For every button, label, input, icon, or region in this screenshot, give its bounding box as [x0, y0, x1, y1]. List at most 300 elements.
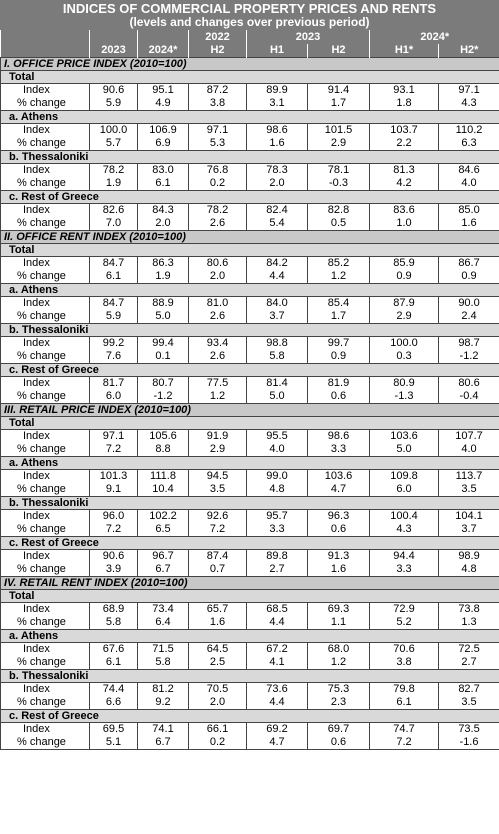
table-cell: 4.4: [247, 696, 308, 710]
table-cell: 84.3: [138, 204, 189, 218]
change-row: [1, 177, 499, 191]
row-label: % change: [1, 97, 90, 111]
table-cell: 4.9: [138, 97, 189, 111]
subgroup-header-row: [1, 417, 499, 430]
table-cell: 103.7: [370, 124, 439, 138]
table-cell: 102.2: [138, 510, 189, 524]
table-cell: 98.9: [439, 550, 499, 564]
table-cell: 2.7: [439, 656, 499, 670]
table-cell: 94.4: [370, 550, 439, 564]
table-cell: 1.2: [308, 270, 370, 284]
change-row: [1, 656, 499, 670]
table-cell: -0.4: [439, 390, 499, 404]
table-cell: 5.9: [90, 310, 138, 324]
subgroup-title: b. Thessaloniki: [1, 670, 499, 683]
subgroup-header-row: [1, 244, 499, 257]
table-cell: 4.0: [439, 443, 499, 457]
index-row: [1, 643, 499, 657]
table-cell: 0.3: [370, 350, 439, 364]
table-cell: 94.5: [189, 470, 247, 484]
table-cell: 6.1: [90, 656, 138, 670]
table-cell: 84.2: [247, 257, 308, 271]
table-cell: 113.7: [439, 470, 499, 484]
table-cell: 90.6: [90, 550, 138, 564]
table-cell: 5.0: [247, 390, 308, 404]
table-cell: 85.4: [308, 297, 370, 311]
index-row: [1, 377, 499, 391]
table-cell: 81.3: [370, 164, 439, 178]
table-cell: 5.0: [370, 443, 439, 457]
table-cell: 6.1: [90, 270, 138, 284]
subgroup-header-row: [1, 457, 499, 470]
table-cell: 1.6: [189, 616, 247, 630]
table-cell: 80.6: [189, 257, 247, 271]
index-row: [1, 164, 499, 178]
table-cell: 5.3: [189, 137, 247, 151]
table-cell: 2.0: [189, 270, 247, 284]
table-cell: 3.7: [247, 310, 308, 324]
table-cell: 95.5: [247, 430, 308, 444]
table-cell: 4.8: [439, 563, 499, 577]
table-cell: 1.9: [138, 270, 189, 284]
table-cell: 105.6: [138, 430, 189, 444]
table-cell: 1.2: [308, 656, 370, 670]
row-label: Index: [1, 124, 90, 138]
index-row: [1, 430, 499, 444]
table-cell: 6.4: [138, 616, 189, 630]
table-cell: 8.8: [138, 443, 189, 457]
index-row: [1, 124, 499, 138]
index-row: [1, 337, 499, 351]
table-cell: 84.6: [439, 164, 499, 178]
table-cell: 68.5: [247, 603, 308, 617]
header-group-annual-1: [90, 30, 138, 44]
table-cell: 84.7: [90, 257, 138, 271]
row-label: % change: [1, 217, 90, 231]
table-cell: 95.7: [247, 510, 308, 524]
header-group-2024: 2024*: [370, 30, 499, 44]
table-cell: 6.3: [439, 137, 499, 151]
table-cell: 2.4: [439, 310, 499, 324]
table-cell: 0.9: [439, 270, 499, 284]
table-cell: 10.4: [138, 483, 189, 497]
table-cell: 80.6: [439, 377, 499, 391]
table-cell: 91.9: [189, 430, 247, 444]
subgroup-title: c. Rest of Greece: [1, 710, 499, 723]
table-cell: 64.5: [189, 643, 247, 657]
table-cell: 3.8: [370, 656, 439, 670]
subgroup-header-row: [1, 284, 499, 297]
table-cell: 84.0: [247, 297, 308, 311]
subgroup-title: c. Rest of Greece: [1, 537, 499, 550]
table-cell: 6.1: [138, 177, 189, 191]
table-cell: 74.1: [138, 723, 189, 737]
table-cell: 96.3: [308, 510, 370, 524]
subgroup-header-row: [1, 191, 499, 204]
subgroup-header-row: [1, 324, 499, 337]
row-label: % change: [1, 443, 90, 457]
table-cell: 2.3: [308, 696, 370, 710]
row-label: Index: [1, 550, 90, 564]
table-cell: 88.9: [138, 297, 189, 311]
table-cell: 0.2: [189, 177, 247, 191]
table-cell: 81.4: [247, 377, 308, 391]
subgroup-title: a. Athens: [1, 630, 499, 643]
table-cell: 87.9: [370, 297, 439, 311]
table-cell: 3.1: [247, 97, 308, 111]
table-cell: 3.5: [439, 696, 499, 710]
table-cell: 97.1: [189, 124, 247, 138]
table-cell: 81.2: [138, 683, 189, 697]
index-row: [1, 683, 499, 697]
table-cell: 98.7: [439, 337, 499, 351]
table-cell: 4.0: [439, 177, 499, 191]
table-cell: 99.0: [247, 470, 308, 484]
table-cell: 0.2: [189, 736, 247, 750]
table-cell: 85.2: [308, 257, 370, 271]
change-row: [1, 443, 499, 457]
row-label: Index: [1, 377, 90, 391]
table-cell: 101.3: [90, 470, 138, 484]
table-cell: 70.6: [370, 643, 439, 657]
table-cell: 75.3: [308, 683, 370, 697]
index-row: [1, 297, 499, 311]
table-cell: 73.8: [439, 603, 499, 617]
table-cell: 109.8: [370, 470, 439, 484]
table-cell: 70.5: [189, 683, 247, 697]
table-cell: 1.9: [90, 177, 138, 191]
table-cell: 90.6: [90, 84, 138, 98]
table-cell: 93.4: [189, 337, 247, 351]
row-label: % change: [1, 350, 90, 364]
row-label: Index: [1, 337, 90, 351]
table-cell: -0.3: [308, 177, 370, 191]
change-row: [1, 523, 499, 537]
table-cell: 100.0: [370, 337, 439, 351]
change-row: [1, 616, 499, 630]
row-label: % change: [1, 616, 90, 630]
row-label: % change: [1, 523, 90, 537]
table-cell: 7.2: [90, 523, 138, 537]
table-cell: 89.8: [247, 550, 308, 564]
table-cell: 100.4: [370, 510, 439, 524]
section-title: II. OFFICE RENT INDEX (2010=100): [1, 231, 499, 244]
table-cell: 5.1: [90, 736, 138, 750]
table-cell: 95.1: [138, 84, 189, 98]
index-row: [1, 204, 499, 218]
table-cell: 4.4: [247, 270, 308, 284]
table-cell: 69.7: [308, 723, 370, 737]
table-cell: 2.5: [189, 656, 247, 670]
table-cell: 100.0: [90, 124, 138, 138]
table-cell: 82.8: [308, 204, 370, 218]
section-title: I. OFFICE PRICE INDEX (2010=100): [1, 58, 499, 71]
table-cell: 6.5: [138, 523, 189, 537]
column-header: 2024*: [138, 44, 189, 58]
table-cell: 1.2: [189, 390, 247, 404]
subgroup-title: b. Thessaloniki: [1, 151, 499, 164]
table-cell: 99.7: [308, 337, 370, 351]
table-cell: 73.4: [138, 603, 189, 617]
table-cell: 83.6: [370, 204, 439, 218]
table-cell: 2.6: [189, 350, 247, 364]
table-cell: 7.2: [189, 523, 247, 537]
table-cell: -1.2: [138, 390, 189, 404]
table-cell: 96.0: [90, 510, 138, 524]
index-row: [1, 510, 499, 524]
table-cell: 74.4: [90, 683, 138, 697]
table-cell: 5.0: [138, 310, 189, 324]
table-cell: 5.2: [370, 616, 439, 630]
table-cell: 3.3: [247, 523, 308, 537]
table-cell: 78.2: [189, 204, 247, 218]
table-cell: 9.2: [138, 696, 189, 710]
change-row: [1, 736, 499, 750]
table-cell: 84.7: [90, 297, 138, 311]
table-cell: 81.9: [308, 377, 370, 391]
page-subtitle: (levels and changes over previous period): [129, 15, 370, 29]
table-cell: 7.2: [370, 736, 439, 750]
table-cell: 97.1: [439, 84, 499, 98]
table-cell: 66.1: [189, 723, 247, 737]
table-cell: 107.7: [439, 430, 499, 444]
change-row: [1, 97, 499, 111]
column-header: H1*: [370, 44, 439, 58]
table-cell: 1.3: [439, 616, 499, 630]
change-row: [1, 270, 499, 284]
row-label: % change: [1, 483, 90, 497]
table-cell: 69.5: [90, 723, 138, 737]
index-row: [1, 550, 499, 564]
table-cell: 6.7: [138, 563, 189, 577]
row-label: Index: [1, 204, 90, 218]
table-cell: 1.6: [439, 217, 499, 231]
subgroup-title: Total: [1, 244, 499, 257]
table-cell: 4.3: [370, 523, 439, 537]
index-row: [1, 470, 499, 484]
table-body: [1, 58, 499, 750]
page-title: INDICES OF COMMERCIAL PROPERTY PRICES AND RENTS: [62, 1, 437, 16]
table-cell: 67.2: [247, 643, 308, 657]
table-cell: 2.7: [247, 563, 308, 577]
table-cell: 77.5: [189, 377, 247, 391]
section-header-row: [1, 577, 499, 590]
table-cell: 2.2: [370, 137, 439, 151]
table-cell: 103.6: [370, 430, 439, 444]
table-cell: 82.7: [439, 683, 499, 697]
row-label: Index: [1, 723, 90, 737]
row-label: % change: [1, 736, 90, 750]
change-row: [1, 137, 499, 151]
section-header-row: [1, 58, 499, 71]
table-cell: 78.2: [90, 164, 138, 178]
table-cell: 3.5: [439, 483, 499, 497]
section-title: III. RETAIL PRICE INDEX (2010=100): [1, 404, 499, 417]
table-cell: 82.4: [247, 204, 308, 218]
subgroup-header-row: [1, 670, 499, 683]
table-cell: 99.4: [138, 337, 189, 351]
table-cell: 81.0: [189, 297, 247, 311]
subgroup-header-row: [1, 71, 499, 84]
subgroup-title: Total: [1, 590, 499, 603]
row-label: % change: [1, 656, 90, 670]
row-label: % change: [1, 563, 90, 577]
table-cell: 78.3: [247, 164, 308, 178]
index-row: [1, 84, 499, 98]
subgroup-header-row: [1, 364, 499, 377]
table-cell: 3.8: [189, 97, 247, 111]
table-cell: 104.1: [439, 510, 499, 524]
table-cell: 1.6: [308, 563, 370, 577]
row-label: Index: [1, 643, 90, 657]
header-group-annual-2: [138, 30, 189, 44]
table-cell: 83.0: [138, 164, 189, 178]
table-cell: 7.6: [90, 350, 138, 364]
subgroup-title: a. Athens: [1, 284, 499, 297]
subgroup-header-row: [1, 590, 499, 603]
table-cell: 6.7: [138, 736, 189, 750]
change-row: [1, 217, 499, 231]
table-cell: 110.2: [439, 124, 499, 138]
table-cell: 0.5: [308, 217, 370, 231]
table-cell: 69.2: [247, 723, 308, 737]
table-cell: 2.6: [189, 217, 247, 231]
row-label: % change: [1, 270, 90, 284]
column-header: H2*: [439, 44, 499, 58]
subgroup-title: b. Thessaloniki: [1, 497, 499, 510]
table-cell: 86.3: [138, 257, 189, 271]
table-cell: 6.6: [90, 696, 138, 710]
header-group-row: [1, 30, 499, 44]
table-cell: 3.9: [90, 563, 138, 577]
table-cell: 0.1: [138, 350, 189, 364]
table-cell: 0.9: [370, 270, 439, 284]
table-cell: 4.3: [439, 97, 499, 111]
row-label: Index: [1, 164, 90, 178]
table-cell: 0.6: [308, 736, 370, 750]
table-cell: 73.5: [439, 723, 499, 737]
change-row: [1, 696, 499, 710]
table-cell: 5.8: [138, 656, 189, 670]
change-row: [1, 310, 499, 324]
table-cell: 80.7: [138, 377, 189, 391]
subgroup-title: a. Athens: [1, 111, 499, 124]
row-label: % change: [1, 696, 90, 710]
row-label: % change: [1, 177, 90, 191]
header-group-2022: 2022: [189, 30, 247, 44]
table-cell: 67.6: [90, 643, 138, 657]
table-cell: 9.1: [90, 483, 138, 497]
index-row: [1, 603, 499, 617]
subgroup-title: Total: [1, 417, 499, 430]
table-cell: 3.5: [189, 483, 247, 497]
section-header-row: [1, 404, 499, 417]
row-label: Index: [1, 257, 90, 271]
row-label: % change: [1, 390, 90, 404]
table-cell: -1.3: [370, 390, 439, 404]
table-cell: 91.3: [308, 550, 370, 564]
table-cell: 87.4: [189, 550, 247, 564]
table-cell: 0.9: [308, 350, 370, 364]
title-banner: [0, 0, 499, 30]
table-cell: 2.9: [370, 310, 439, 324]
table-cell: 87.2: [189, 84, 247, 98]
row-label: Index: [1, 470, 90, 484]
table-cell: 5.7: [90, 137, 138, 151]
table-cell: 4.1: [247, 656, 308, 670]
subgroup-title: Total: [1, 71, 499, 84]
table-cell: 98.6: [247, 124, 308, 138]
table-cell: 78.1: [308, 164, 370, 178]
table-cell: -1.2: [439, 350, 499, 364]
table-cell: 5.4: [247, 217, 308, 231]
header-group-2023: 2023: [247, 30, 370, 44]
table-cell: 76.8: [189, 164, 247, 178]
table-cell: 4.8: [247, 483, 308, 497]
table-cell: 2.0: [189, 696, 247, 710]
table-cell: 4.2: [370, 177, 439, 191]
table-cell: 65.7: [189, 603, 247, 617]
table-cell: 85.0: [439, 204, 499, 218]
table-cell: 72.5: [439, 643, 499, 657]
row-label: Index: [1, 84, 90, 98]
table-cell: 3.7: [439, 523, 499, 537]
table-cell: 93.1: [370, 84, 439, 98]
row-label: Index: [1, 683, 90, 697]
table-cell: 101.5: [308, 124, 370, 138]
table-cell: 4.0: [247, 443, 308, 457]
header-blank: [1, 30, 90, 58]
row-label: % change: [1, 137, 90, 151]
section-header-row: [1, 231, 499, 244]
table-cell: 98.6: [308, 430, 370, 444]
table-cell: 91.4: [308, 84, 370, 98]
subgroup-header-row: [1, 497, 499, 510]
table-cell: 74.7: [370, 723, 439, 737]
table-cell: 92.6: [189, 510, 247, 524]
column-header: 2023: [90, 44, 138, 58]
table-cell: 103.6: [308, 470, 370, 484]
subgroup-title: c. Rest of Greece: [1, 364, 499, 377]
row-label: Index: [1, 510, 90, 524]
table-cell: 81.7: [90, 377, 138, 391]
table-cell: 72.9: [370, 603, 439, 617]
table-cell: 69.3: [308, 603, 370, 617]
table-cell: 68.0: [308, 643, 370, 657]
subgroup-title: a. Athens: [1, 457, 499, 470]
row-label: Index: [1, 430, 90, 444]
table-cell: 85.9: [370, 257, 439, 271]
table-cell: 2.0: [138, 217, 189, 231]
change-row: [1, 390, 499, 404]
change-row: [1, 483, 499, 497]
subgroup-title: c. Rest of Greece: [1, 191, 499, 204]
indices-table: [0, 30, 499, 750]
table-cell: 111.8: [138, 470, 189, 484]
subgroup-header-row: [1, 630, 499, 643]
table-cell: 1.6: [247, 137, 308, 151]
table-cell: 7.2: [90, 443, 138, 457]
table-cell: 4.4: [247, 616, 308, 630]
change-row: [1, 563, 499, 577]
table-cell: 68.9: [90, 603, 138, 617]
column-header: H2: [308, 44, 370, 58]
table-cell: 98.8: [247, 337, 308, 351]
subgroup-title: b. Thessaloniki: [1, 324, 499, 337]
table-cell: 99.2: [90, 337, 138, 351]
table-cell: 7.0: [90, 217, 138, 231]
change-row: [1, 350, 499, 364]
